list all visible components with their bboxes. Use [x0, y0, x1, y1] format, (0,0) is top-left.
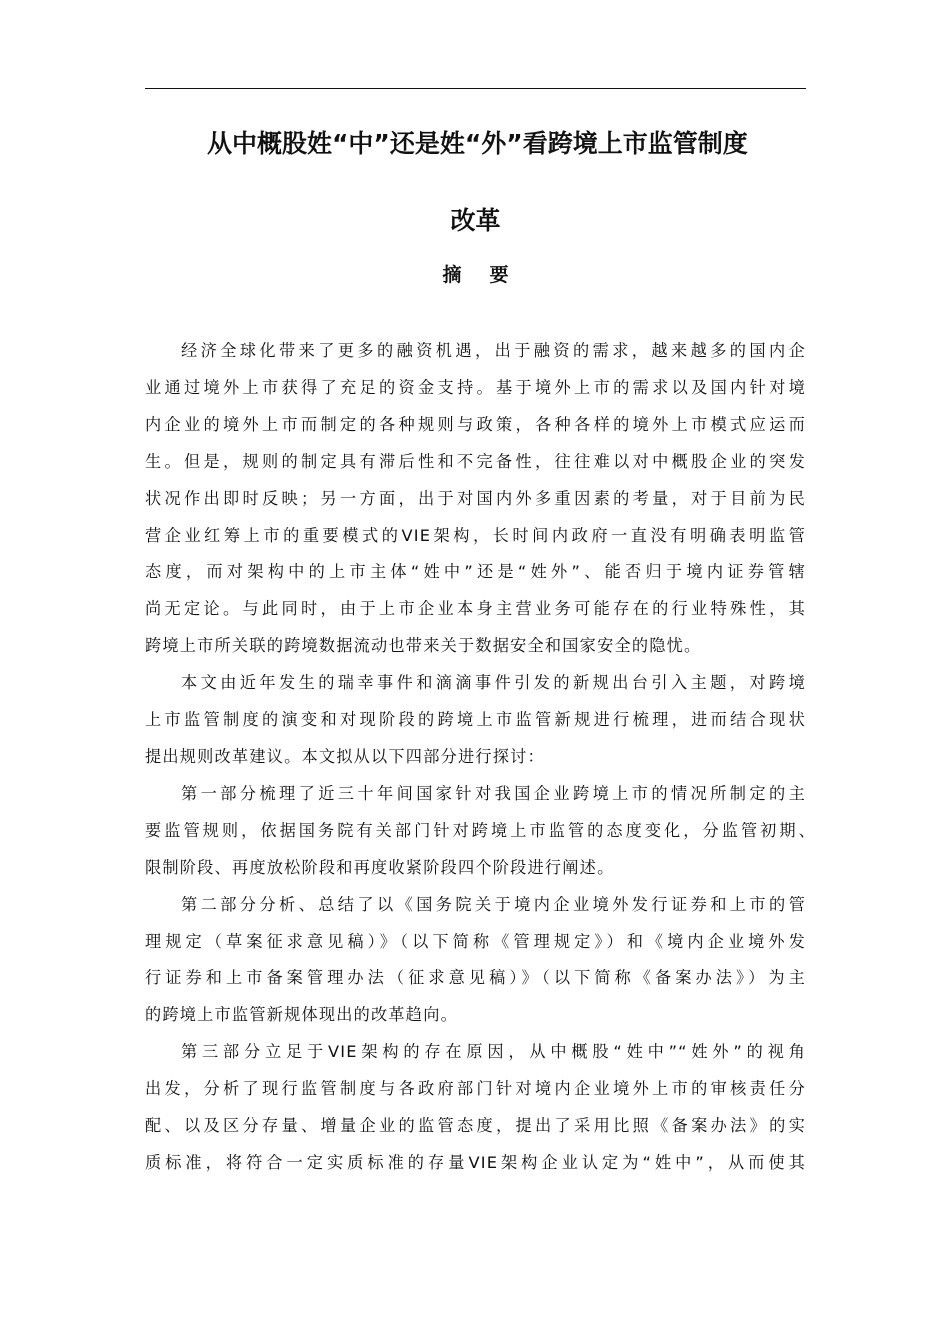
text-line: 跨境上市所关联的跨境数据流动也带来关于数据安全和国家安全的隐忧。: [145, 636, 702, 656]
text-line: 生。但是，规则的制定具有滞后性和不完备性，往往难以对中概股企业的突发: [145, 451, 806, 471]
text-line: 行证券和上市备案管理办法（征求意见稿）》（以下简称《备案办法》）为主: [145, 968, 806, 988]
abstract-heading: 摘要: [442, 264, 537, 286]
text-line: 要监管规则，依据国务院有关部门针对跨境上市监管的态度变化，分监管初期、: [145, 820, 816, 840]
abstract-body: [145, 333, 816, 1182]
paragraph-4: [145, 887, 806, 1035]
text-line: 本文由近年发生的瑞幸事件和滴滴事件引发的新规出台引入主题，对跨境: [181, 673, 806, 693]
text-line: 营企业红筹上市的重要模式的VIE架构，长时间内政府一直没有明确表明监管: [145, 525, 806, 545]
text-line: 业通过境外上市获得了充足的资金支持。基于境外上市的需求以及国内针对境: [145, 377, 806, 397]
text-line: 经济全球化带来了更多的融资机遇，出于融资的需求，越来越多的国内企: [181, 341, 806, 360]
text-line: 尚无定论。与此同时，由于上市企业本身主营业务可能存在的行业特殊性，其: [145, 599, 806, 619]
paragraph-1: [145, 333, 806, 665]
text-line: 配、以及区分存量、增量企业的监管态度，提出了采用比照《备案办法》的实: [145, 1116, 806, 1136]
paragraph-2: [145, 665, 806, 776]
paper-title-line-2: 改革: [450, 206, 501, 235]
text-line: 理规定（草案征求意见稿）》（以下简称《管理规定》）和《境内企业境外发: [145, 931, 806, 951]
paragraph-3: [145, 776, 816, 887]
text-line: 第一部分梳理了近三十年间国家针对我国企业跨境上市的情况所制定的主: [181, 783, 806, 803]
header-rule: [145, 88, 806, 89]
text-line: 出发，分析了现行监管制度与各政府部门针对境内企业境外上市的审核责任分: [145, 1079, 806, 1099]
paper-title-line-1: 从中概股姓“中”还是姓“外”看跨境上市监管制度: [207, 129, 748, 158]
text-line: 的跨境上市监管新规体现出的改革趋向。: [145, 1005, 458, 1025]
text-line: 内企业的境外上市而制定的各种规则与政策，各种各样的境外上市模式应运而: [145, 414, 806, 434]
text-line: 第二部分分析、总结了以《国务院关于境内企业境外发行证券和上市的管: [181, 894, 806, 914]
text-line: 限制阶段、再度放松阶段和再度收紧阶段四个阶段进行阐述。: [145, 857, 615, 877]
text-line: 提出规则改革建议。本文拟从以下四部分进行探讨：: [145, 746, 545, 766]
text-line: 第三部分立足于VIE架构的存在原因，从中概股“姓中”“姓外”的视角: [181, 1042, 806, 1062]
paragraph-5: [145, 1034, 806, 1182]
text-line: 状况作出即时反映；另一方面，出于对国内外多重因素的考量，对于目前为民: [145, 488, 806, 508]
text-line: 质标准，将符合一定实质标准的存量VIE架构企业认定为“姓中”，从而使其: [145, 1152, 806, 1172]
text-line: 态度，而对架构中的上市主体“姓中”还是“姓外”、能否归于境内证券管辖: [145, 562, 806, 582]
text-line: 上市监管制度的演变和对现阶段的跨境上市监管新规进行梳理，进而结合现状: [145, 710, 806, 730]
